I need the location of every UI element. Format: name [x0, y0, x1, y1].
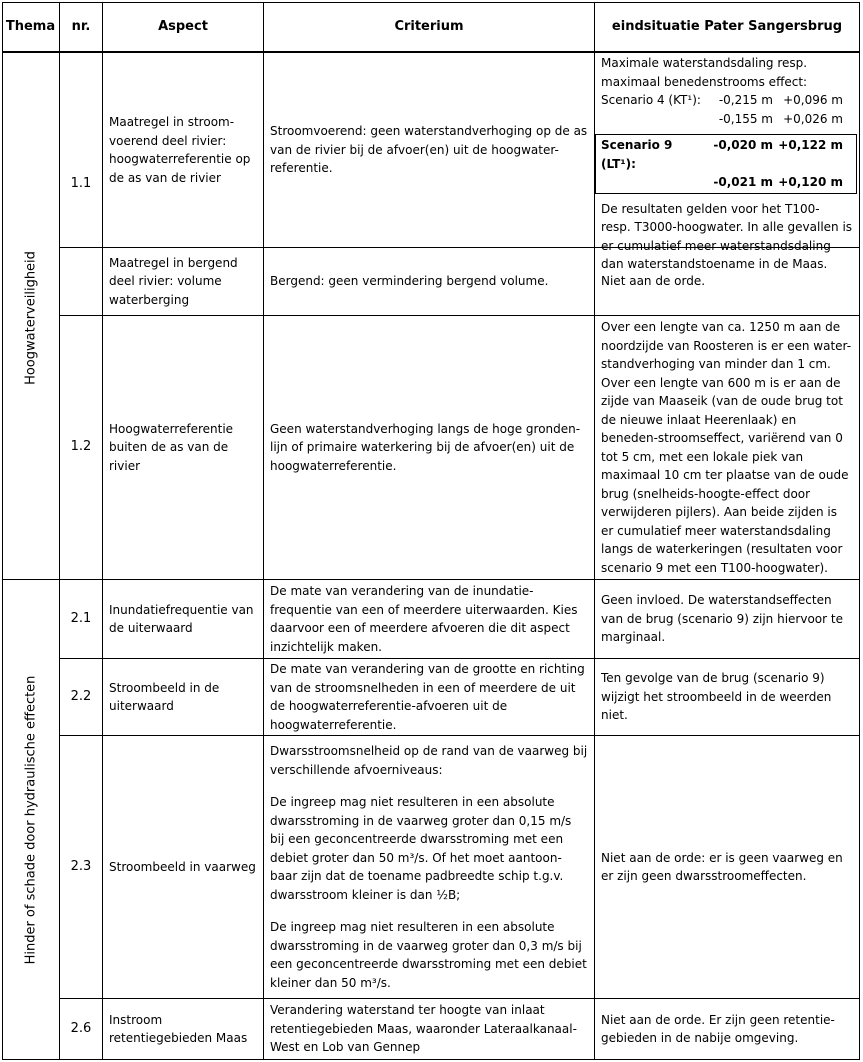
aspect-1-2	[103, 316, 263, 579]
result-intro-1: Maximale waterstandsdaling resp.	[601, 56, 808, 70]
row-nr-1-2: 1.2	[70, 439, 92, 455]
scenario-4-row-1	[601, 91, 853, 110]
row-nr-1-1: 1.1	[70, 175, 92, 191]
scenario-4-value: -0,155 m	[718, 111, 773, 126]
result-2-2	[595, 659, 859, 735]
result-text: Niet aan de orde. Er zijn geen retentie-gebieden in de nabije omgeving.	[601, 1012, 835, 1045]
result-2-3	[595, 736, 859, 998]
criterium-2-2	[264, 659, 594, 735]
criterium-text: De mate van verandering van de grootte en richting van de stroomsnelheden in een of meerdere de uit de hoogwaterreferentie-afvoeren uit de hoogwaterreferentie.	[270, 662, 585, 732]
criterium-paragraph-1: Dwarsstroomsnelheid op de rand van de vaarweg bij verschillende afvoerniveaus:	[270, 744, 588, 777]
row-nr-2-6: 2.6	[70, 1020, 92, 1036]
aspect-text: Stroombeeld in vaarweg	[109, 859, 256, 874]
scenario-4-value: +0,026 m	[783, 111, 843, 126]
result-note: De resultaten gelden voor het T100- resp. T3000-hoogwater. In alle gevallen is er cumulatief meer waterstandsdaling dan waterstandstoename in de Maas.	[601, 201, 853, 271]
scenario-4-value: -0,215 m	[718, 93, 773, 107]
result-2-6	[595, 999, 859, 1059]
theme-hinder-schade: Hinder of schade door hydraulische effecten	[23, 675, 39, 965]
aspect-1-1-stroomvoerend	[103, 53, 263, 247]
criterium-text: Bergend: geen vermindering bergend volume.	[270, 274, 549, 289]
result-text: Ten gevolge van de brug (scenario 9) wijzigt het stroombeeld in de weerden niet.	[601, 671, 832, 723]
criterium-paragraph-2: De ingreep mag niet resulteren in een absolute dwarsstroming in de vaarweg groter dan 0,15 m/s bij een geconcentreerde dwarsstroming met een debiet groter dan 50 m³/s. Of het moet aantoon-baar zijn dat de toename padbreedte schip t.g.v. dwarsstroom kleiner is dan ½B;	[270, 795, 572, 902]
rule-v5	[859, 2, 860, 1060]
result-1-1-stroomvoerend	[595, 53, 859, 271]
scenario-4-row-2	[601, 110, 853, 129]
result-text: Niet aan de orde.	[601, 274, 706, 289]
scenario-4-label: Scenario 4 (KT¹):	[601, 93, 701, 107]
header-eindsituatie: eindsituatie Pater Sangersbrug	[611, 18, 843, 34]
criterium-text: De mate van verandering van de inundatie-frequentie van een of meerdere uiterwaarden. Kies daarvoor een of meerdere afvoeren die dit aspect inzichtelijk maken.	[270, 584, 578, 654]
aspect-2-1	[103, 580, 263, 658]
criterium-1-2	[264, 316, 594, 579]
aspect-text: Maatregel in bergend deel rivier: volume waterberging	[109, 255, 238, 307]
criterium-paragraph-3: De ingreep mag niet resulteren in een absolute dwarsstroming in de vaarweg groter dan 0,3 m/s bij een geconcentreerde dwarsstroming met een debiet kleiner dan 50 m³/s.	[270, 920, 587, 990]
criterium-text: Stroomvoerend: geen waterstandverhoging op de as van de rivier bij de afvoer(en) uit de hoogwater-referentie.	[270, 124, 588, 176]
criteria-table	[2, 2, 860, 1060]
header-aspect: Aspect	[158, 18, 208, 34]
header-nr: nr.	[71, 18, 91, 34]
scenario-9-label: Scenario 9 (LT¹):	[601, 138, 673, 171]
header-thema: Thema	[5, 18, 56, 34]
scenario-9-value: -0,020 m	[713, 138, 773, 152]
scenario-9-value: +0,120 m	[778, 175, 843, 189]
row-nr-2-1: 2.1	[70, 610, 92, 626]
criterium-text: Verandering waterstand ter hoogte van inlaat retentiegebieden Maas, waaronder Lateraalkanaal-West en Lob van Gennep	[270, 1003, 577, 1055]
result-intro-2: maximaal benedenstrooms effect:	[601, 74, 808, 89]
scenario-9-value: +0,122 m	[778, 138, 843, 152]
scenario-9-value: -0,021 m	[713, 175, 773, 189]
result-1-1-bergend	[595, 248, 859, 315]
rule-bottom	[2, 1059, 860, 1060]
row-nr-2-2: 2.2	[70, 688, 92, 704]
criterium-1-1-stroomvoerend	[264, 53, 594, 247]
scenario-9-row-1	[601, 136, 851, 173]
aspect-text: Hoogwaterreferentie buiten de as van de rivier	[109, 421, 234, 473]
criterium-2-6	[264, 999, 594, 1059]
criterium-1-1-bergend	[264, 248, 594, 315]
aspect-text: Stroombeeld in de uiterwaard	[109, 680, 220, 713]
aspect-2-2	[103, 659, 263, 735]
scenario-9-row-2	[601, 173, 851, 192]
result-1-2	[595, 316, 859, 579]
aspect-2-3	[103, 736, 263, 998]
aspect-text: Inundatiefrequentie van de uiterwaard	[109, 602, 254, 635]
criterium-2-1	[264, 580, 594, 658]
rule-v0	[2, 2, 3, 1060]
scenario-9-box	[595, 134, 857, 194]
result-text: Niet aan de orde: er is geen vaarweg en er zijn geen dwarsstroomeffecten.	[601, 850, 843, 883]
row-nr-2-3: 2.3	[70, 858, 92, 874]
scenario-4-value: +0,096 m	[783, 93, 843, 107]
aspect-text: Instroom retentiegebieden Maas	[109, 1012, 248, 1045]
result-2-1	[595, 580, 859, 658]
aspect-text: Maatregel in stroom-voerend deel rivier: hoogwaterreferentie op de as van de rivier	[109, 115, 251, 185]
theme-hoogwaterveiligheid: Hoogwaterveiligheid	[23, 251, 39, 385]
header-criterium: Criterium	[394, 18, 464, 34]
aspect-2-6	[103, 999, 263, 1059]
result-text: Over een lengte van ca. 1250 m aan de noordzijde van Roosteren is er een water-standverhoging van minder dan 1 cm. Over een lengte van 600 m is er aan de zijde van Maaseik (van de oude brug tot de nieuwe inlaat Heerenlaak) en beneden-stroomseffect, variërend van 0 tot 5 cm, met een lokale piek van maximaal 10 cm ter plaatse van de oude brug (snelheids-hoogte-effect door verwijderen pijlers). Aan beide zijden is er cumulatief meer waterstandsdaling langs de waterkeringen (resultaten voor scenario 9 met een T100-hoogwater).	[601, 320, 852, 575]
aspect-1-1-bergend	[103, 248, 263, 315]
criterium-2-3	[264, 736, 594, 998]
result-text: Geen invloed. De waterstandseffecten van de brug (scenario 9) zijn hiervoor te marginaal.	[601, 593, 843, 645]
criterium-text: Geen waterstandverhoging langs de hoge gronden-lijn of primaire waterkering bij de afvoer(en) uit de hoogwaterreferentie.	[270, 421, 581, 473]
